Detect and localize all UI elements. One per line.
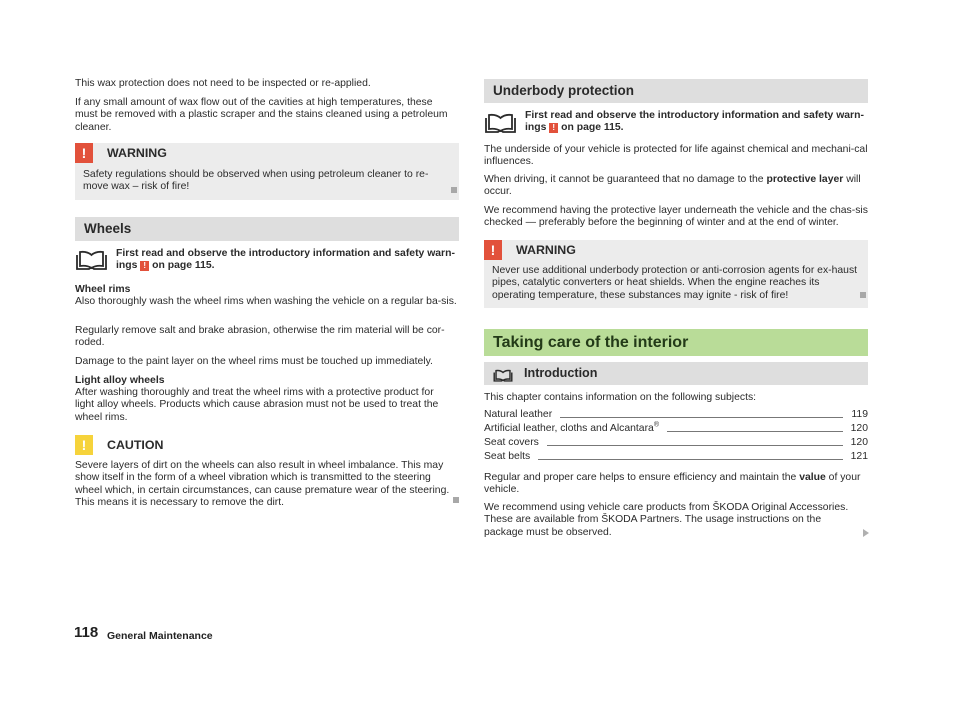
toc-leader-line [667,431,843,432]
section-end-icon [860,292,866,298]
reference-page[interactable]: on page 115. [152,260,215,272]
book-icon [493,367,513,390]
protective-layer-term: protective layer [766,174,844,185]
reference-note-underbody [525,110,865,135]
toc-leader-line [560,417,843,418]
wax-paragraph-1: This wax protection does not need to be inspected or re-applied. [75,78,371,89]
section-end-icon [451,187,457,193]
toc-label-text: Artificial leather, cloths and Alcantara [484,422,654,434]
warning-box-petroleum [75,143,459,200]
toc-leader-line [547,445,843,446]
toc-row[interactable] [484,408,868,421]
underbody-paragraph-1: The underside of your vehicle is protected for life against chemical and mechani-cal influences. [484,144,868,168]
warning-exclamation-icon: ! [484,240,502,260]
toc-label [484,423,659,435]
value-paragraph [484,472,868,497]
caution-header [75,435,459,455]
underbody-p2-text: When driving, it cannot be guaranteed that no damage to the [484,174,764,185]
warning-box-underbody [484,240,868,308]
alloy-text: After washing thoroughly and treat the wheel rims with a protective product for light alloy wheels. Products which cause abrasion must not be used to treat the wheel rims. [75,387,439,423]
damage-paragraph: Damage to the paint layer on the wheel rims must be touched up immediately. [75,356,433,367]
toc-row[interactable] [484,422,868,435]
section-title-wheels: Wheels [75,217,459,241]
warning-body: Safety regulations should be observed when using petroleum cleaner to re-move wax – risk of fire! [83,169,429,193]
warning-small-icon: ! [140,261,149,271]
toc-page: 121 [850,450,868,462]
chapter-title: Taking care of the interior [484,329,868,356]
underbody-paragraph-2 [484,174,868,199]
introduction-lead: This chapter contains information on the following subjects: [484,392,757,403]
warning-small-icon: ! [549,123,558,133]
section-title-underbody: Underbody protection [484,79,868,103]
caution-body: Severe layers of dirt on the wheels can also result in wheel imbalance. This may show itself in the form of a wheel vibration which is transmitted to the steering wheel which, in certain circumstances, can cause premature wear of the steering. This means it is necessary to remove the dirt. [75,460,450,509]
warning-header [75,143,459,163]
caution-exclamation-icon: ! [75,435,93,455]
toc-page: 120 [850,422,868,434]
introduction-title: Introduction [524,366,598,380]
registered-mark: ® [653,421,659,429]
underbody-p2-end: will occur. [484,174,861,198]
value-text: Regular and proper care helps to ensure efficiency and maintain the [484,472,797,483]
caution-title: CAUTION [107,438,164,452]
book-icon [75,250,108,270]
underbody-paragraph-3: We recommend having the protective layer underneath the vehicle and the chas-sis checked — preferably before the beginning of winter and at the end of winter. [484,205,868,229]
warning-body: Never use additional underbody protection or anti-corrosion agents for ex-haust pipes, catalytic converters or heat shields. When the engine reaches its operating temperature, these substances may ignite - risk of fire! [492,265,858,301]
toc-page: 119 [851,408,868,420]
toc-label: Natural leather [484,408,553,420]
value-text-end: of your vehicle. [484,472,861,496]
reference-text: First read and observe the introductory information and safety warn-ings [525,110,864,134]
salt-paragraph: Regularly remove salt and brake abrasion, otherwise the rim material will be cor-roded. [75,325,445,349]
toc-label: Seat belts [484,450,531,462]
wax-paragraph-2: If any small amount of wax flow out of the cavities at high temperatures, these must be removed with a plastic scraper and the stains cleaned using a petroleum cleaner. [75,97,448,133]
reference-note-wheels [116,248,456,273]
introduction-header [484,362,868,385]
warning-title: WARNING [516,243,576,257]
toc-row[interactable] [484,436,868,449]
toc-label: Seat covers [484,436,539,448]
warning-header [484,240,868,260]
subhead-light-alloy: Light alloy wheels [75,375,165,386]
toc-row[interactable] [484,450,868,463]
wheel-rims-text: Also thoroughly wash the wheel rims when washing the vehicle on a regular ba-sis. [75,296,457,307]
reference-page[interactable]: on page 115. [561,122,624,134]
page-number: 118 [74,624,99,641]
subhead-wheel-rims: Wheel rims [75,284,131,295]
recommend-paragraph: We recommend using vehicle care products from ŠKODA Original Accessories. These are available from ŠKODA Partners. The usage instructions on the package must be observed. [484,502,849,538]
toc-page: 120 [850,436,868,448]
footer-section-title: General Maintenance [107,630,213,642]
warning-title: WARNING [107,146,167,160]
value-term: value [799,472,826,483]
book-icon [484,113,517,133]
continue-arrow-icon [863,529,869,537]
toc-leader-line [538,459,842,460]
reference-text: First read and observe the introductory information and safety warn-ings [116,248,455,272]
warning-exclamation-icon: ! [75,143,93,163]
section-end-icon [453,497,459,503]
